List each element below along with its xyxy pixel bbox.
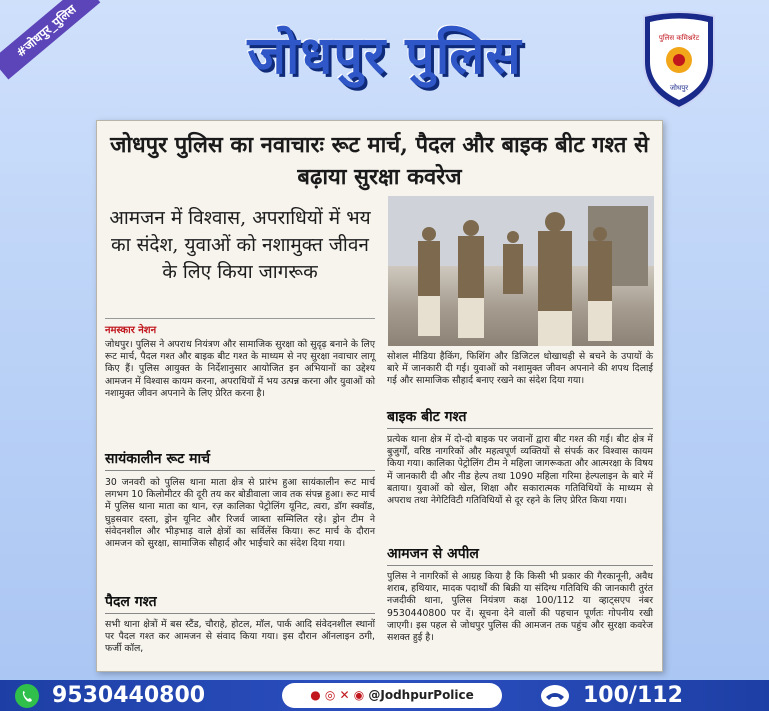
article-col2-continued: सोशल मीडिया हैकिंग, फिशिंग और डिजिटल धोखाधड़ी से बचने के उपायों के बारे में जानकारी दी गई। युवाओं को नशामुक्त जीवन अपनाने की शपथ दिलाई गई और सामाजिक सौहार्द बनाए रखने का संदेश दिया गया।	[387, 351, 653, 387]
article-byline: नमस्कार नेशन	[105, 318, 375, 336]
article-headline: जोधपुर पुलिस का नवाचारः रूट मार्च, पैदल और बाइक बीट गश्त से बढ़ाया सुरक्षा कवरेज	[110, 132, 649, 190]
whatsapp-icon	[14, 683, 40, 709]
section-body-public-appeal: पुलिस ने नागरिकों से आग्रह किया है कि किसी भी प्रकार की गैरकानूनी, अवैध शराब, हथियार, मादक पदार्थों की बिक्री या संदिग्ध गतिविधि की जानकारी तुरंत नजदीकी थाना, पुलिस नियंत्रण कक्ष 100/112 या व्हाट्सएप नंबर 9530440800 पर दें। सूचना देने वालों की पहचान पूर्णतः गोपनीय रखी जाएगी। इस पहल से जोधपुर पुलिस की आमजन तक पहुंच और सुरक्षा कवरेज सशक्त हुई है।	[387, 571, 653, 644]
section-body-route-march: 30 जनवरी को पुलिस थाना माता क्षेत्र से प्रारंभ हुआ सायंकालीन रूट मार्च लगभग 10 किलोमीटर की दूरी तय कर बोडीवाला जाव तक संपन्न हुआ। रूट मार्च में पुलिस थाना माता का थान, रज़ कालिका पेट्रोलिंग यूनिट, त्वरा, डॉग स्क्वॉड, घुड़सवार दस्ता, ड्रोन यूनिट और रिजर्व जाब्ता सम्मिलित रहे। ड्रोन टीम ने संवेदनशील और भीड़भाड़ वाले क्षेत्रों का सर्विलेंस किया। रूट मार्च के दौरान आमजन को सुरक्षा, सामाजिक सौहार्द और भाईचारे का संदेश दिया गया।	[105, 477, 375, 550]
section-title-public-appeal: आमजन से अपील	[387, 544, 653, 566]
badge-top-text: पुलिस कमिश्नरेट	[658, 34, 700, 42]
section-body-foot-patrol: सभी थाना क्षेत्रों में बस स्टैंड, चौराहे, होटल, मॉल, पार्क आदि संवेदनशील स्थानों पर पैदल गश्त कर आमजन से संवाद किया गया। इस दौरान ऑनलाइन ठगी, फर्जी कॉल,	[105, 619, 375, 655]
emergency-number: 100/112	[583, 683, 683, 708]
police-march-photo	[388, 196, 654, 346]
section-body-bike-patrol: प्रत्येक थाना क्षेत्र में दो-दो बाइक पर जवानों द्वारा बीट गश्त की गई। बीट क्षेत्र में बुजुर्गों, वरिष्ठ नागरिकों और महत्वपूर्ण व्यक्तियों से संपर्क कर विश्वास कायम किया गया। कालिका पेट्रोलिंग टीम ने महिला जागरूकता और आत्मरक्षा के विषय में जानकारी दी और नीड हेल्प तथा 1090 महिला गरिमा हेल्पलाइन के बारे में बताया। युवाओं को खेल, शिक्षा और सकारात्मक गतिविधियों के माध्यम से अपराध तथा नेगेटिविटी गतिविधियों से दूर रहने के लिए प्रेरित किया गया।	[387, 434, 653, 507]
police-badge-icon	[636, 10, 722, 110]
social-handle: @JodhpurPolice	[368, 688, 474, 702]
article-intro: जोधपुर। पुलिस ने अपराध नियंत्रण और सामाजिक सुरक्षा को सुदृढ़ बनाने के लिए रूट मार्च, पैदल गश्त और बाइक बीट गश्त के माध्यम से नए सुरक्षा नवाचार लागू किए हैं। पुलिस आयुक्त के निर्देशानुसार आयोजित इन अभियानों का उद्देश्य आमजन में विश्वास कायम करना, अपराधियों में भय उत्पन्न करना और युवाओं को नशामुक्त जीवन अपनाने के लिए प्रेरित करना है।	[105, 339, 375, 399]
social-icons: ● ◎ ✕ ◉	[310, 688, 369, 702]
social-handle-pill	[282, 683, 502, 708]
footer-bar	[0, 680, 769, 711]
brand-title: जोधपुर पुलिस	[247, 26, 522, 86]
section-title-bike-patrol: बाइक बीट गश्त	[387, 407, 653, 429]
section-title-foot-patrol: पैदल गश्त	[105, 592, 375, 614]
section-title-route-march: सायंकालीन रूट मार्च	[105, 449, 375, 471]
newspaper-clipping	[96, 120, 663, 672]
hashtag-ribbon: #जोधपुर_पुलिस	[0, 0, 100, 80]
phone-icon	[540, 683, 570, 709]
whatsapp-number: 9530440800	[52, 683, 206, 708]
article-subheadline: आमजन में विश्वास, अपराधियों में भय का संदेश, युवाओं को नशामुक्त जीवन के लिए किया जागरूक	[109, 207, 371, 283]
badge-bottom-text: जोधपुर	[669, 84, 689, 92]
